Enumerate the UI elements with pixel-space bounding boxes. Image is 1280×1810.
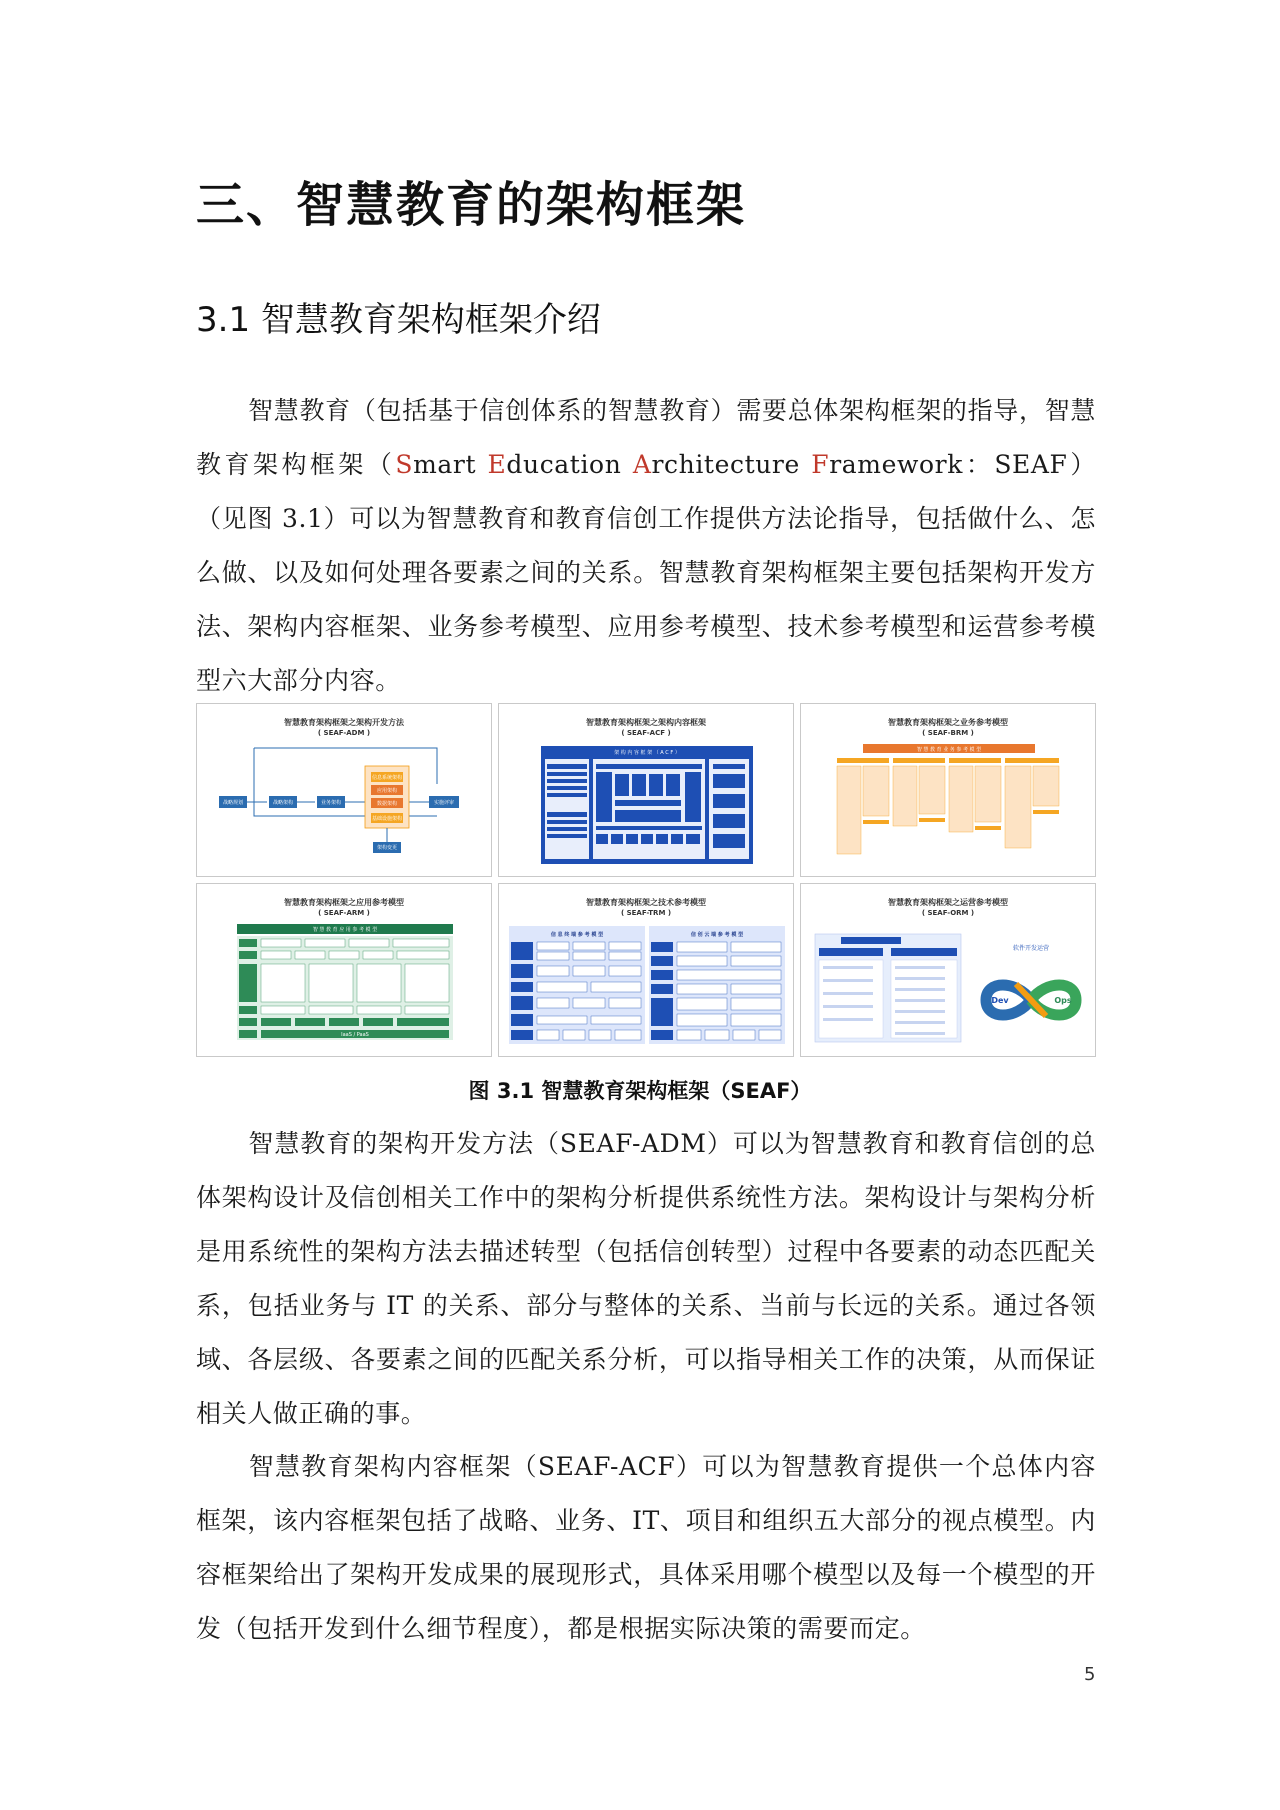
adm-paragraph	[196, 1117, 1096, 1441]
acf-paragraph	[196, 1440, 1096, 1656]
panel-title: 智慧教育架构框架之运营参考模型	[888, 898, 1008, 907]
page-number: 5	[1084, 1664, 1096, 1685]
adm-diagram	[197, 704, 492, 877]
panel-title: 智慧教育架构框架之架构内容框架	[586, 718, 706, 727]
brm-diagram	[801, 704, 1096, 877]
para1-text-e: ramework：SEAF）（见图 3.1）可以为智慧教育和教育信创工作提供方法论指导，包括做什么、怎么做、以及如何处理各要素之间的关系。智慧教育架构框架主要包括架构开发方法、架构内容框架、业务参考模型、应用参考模型、技术参考模型和运营参考模型六大部分内容。	[196, 450, 1096, 695]
panel-acf	[498, 703, 794, 877]
acronym-letter-f: F	[811, 450, 830, 479]
acronym-letter-a: A	[632, 450, 652, 479]
para1-text-a: 智慧教育（包括基于信创体系的智慧教育）需要总体架构框架的指导，智慧教育架构框架（	[196, 396, 1096, 479]
trm-header-right: 信 创 云 端 参 考 模 型	[690, 932, 744, 938]
adm-node-7: 基础设施架构	[371, 816, 403, 822]
acf-diagram	[499, 704, 794, 877]
adm-node-4: 应用架构	[376, 788, 398, 794]
panel-arm	[196, 883, 492, 1057]
chapter-heading: 三、智慧教育的架构框架	[196, 177, 747, 233]
panel-title: 智慧教育架构框架之技术参考模型	[586, 898, 706, 907]
para3-text: 智慧教育架构内容框架（SEAF-ACF）可以为智慧教育提供一个总体内容框架，该内容框架包括了战略、业务、IT、项目和组织五大部分的视点模型。内容框架给出了架构开发成果的展现形式，具体采用哪个模型以及每一个模型的开发（包括开发到什么细节程度），都是根据实际决策的需要而定。	[196, 1452, 1096, 1643]
para1-text-d: rchitecture	[651, 450, 812, 479]
panel-subtitle: ( SEAF-ADM )	[317, 729, 371, 737]
acronym-letter-e: E	[487, 450, 507, 479]
figure-caption: 图 3.1 智慧教育架构框架（SEAF）	[468, 1079, 812, 1103]
orm-dev: Dev	[991, 996, 1009, 1005]
panel-subtitle: ( SEAF-ARM )	[318, 909, 370, 917]
arm-diagram	[197, 884, 492, 1057]
adm-node-3: 业务架构	[320, 800, 342, 806]
panel-subtitle: ( SEAF-ACF )	[621, 729, 671, 737]
adm-node-8: 实施评审	[433, 800, 455, 806]
trm-header-left: 信 息 终 端 参 考 模 型	[550, 932, 604, 938]
intro-paragraph	[196, 384, 1096, 708]
panel-brm	[800, 703, 1096, 877]
section-heading: 3.1 智慧教育架构框架介绍	[196, 300, 601, 340]
orm-ops: Ops	[1054, 996, 1072, 1005]
para1-text-b: mart	[413, 450, 488, 479]
trm-diagram	[499, 884, 794, 1057]
adm-node-1: 战略规划	[222, 800, 244, 806]
para2-text: 智慧教育的架构开发方法（SEAF-ADM）可以为智慧教育和教育信创的总体架构设计及信创相关工作中的架构分析提供系统性方法。架构设计与架构分析是用系统性的架构方法去描述转型（包括信创转型）过程中各要素的动态匹配关系，包括业务与 IT 的关系、部分与整体的关系、当前与长远的关系。通过各领域、各层级、各要素之间的匹配关系分析，可以指导相关工作的决策，从而保证相关人做正确的事。	[196, 1129, 1096, 1428]
para1-text-c: ducation	[506, 450, 633, 479]
panel-subtitle: ( SEAF-TRM )	[620, 909, 672, 917]
acf-header: 架 构 内 容 框 架 （ A C F ）	[614, 750, 680, 756]
panel-subtitle: ( SEAF-ORM )	[921, 909, 975, 917]
panel-title: 智慧教育架构框架之业务参考模型	[888, 718, 1008, 727]
adm-node-2: 战略架构	[272, 800, 294, 806]
brm-header: 智 慧 教 育 业 务 参 考 模 型	[916, 747, 982, 753]
panel-title: 智慧教育架构框架之架构开发方法	[284, 718, 404, 727]
figure-seaf	[196, 703, 1096, 1057]
panel-subtitle: ( SEAF-BRM )	[922, 729, 974, 737]
panel-orm	[800, 883, 1096, 1057]
panel-trm	[498, 883, 794, 1057]
orm-diagram	[801, 884, 1096, 1057]
arm-footer: IaaS / PaaS	[341, 1032, 369, 1038]
panel-adm	[196, 703, 492, 877]
acronym-letter-s: S	[395, 450, 414, 479]
adm-node-5: 数据架构	[376, 801, 398, 807]
adm-node-9: 架构变更	[376, 845, 398, 851]
panel-title: 智慧教育架构框架之应用参考模型	[284, 898, 404, 907]
orm-label: 软件开发运营	[1012, 945, 1050, 952]
arm-header: 智 慧 教 育 应 用 参 考 模 型	[312, 927, 378, 933]
adm-node-6: 信息系统架构	[371, 775, 403, 781]
